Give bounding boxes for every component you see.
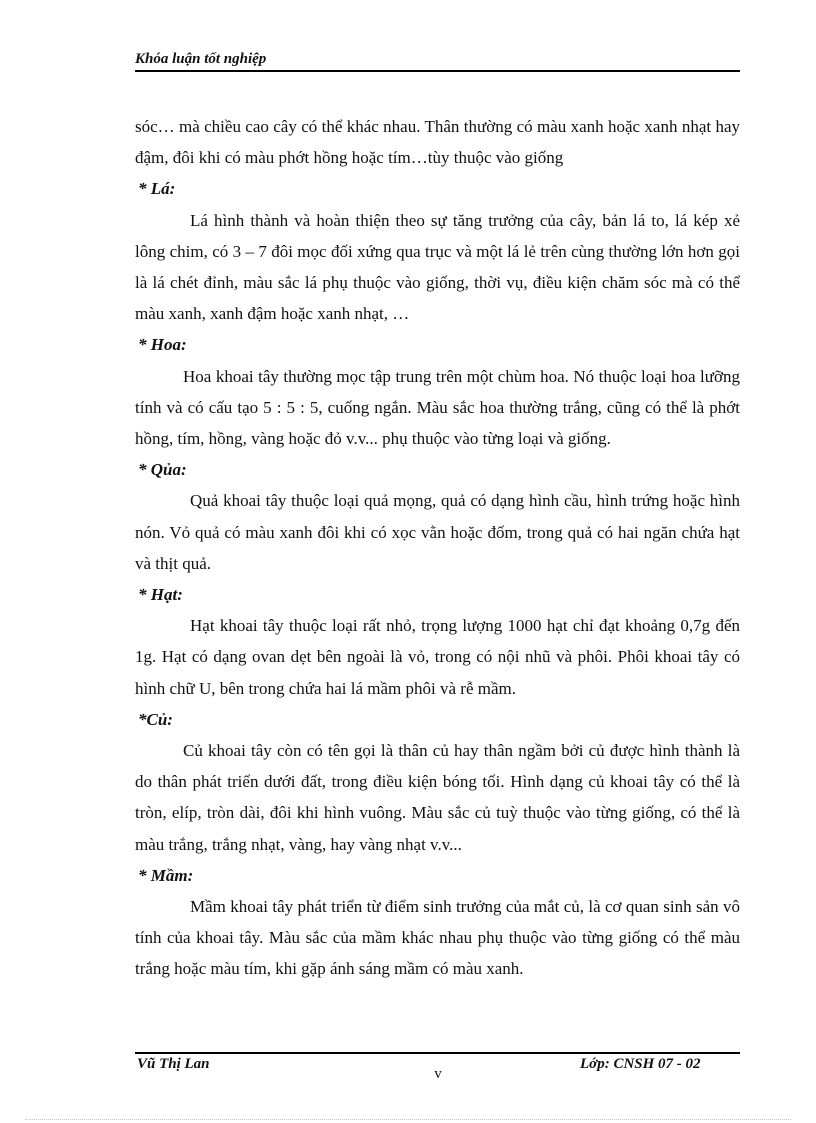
header-title: Khóa luận tốt nghiệp	[135, 51, 267, 67]
paragraph-fruit: Quả khoai tây thuộc loại quả mọng, quả có dạng hình cầu, hình trứng hoặc hình nón. Vỏ quả có màu xanh đôi khi có xọc vằn hoặc đốm, trong quả có hai ngăn chứa hạt và thịt quả.	[135, 491, 740, 573]
footer-rule	[135, 1052, 740, 1054]
heading-flower: * Hoa:	[138, 335, 187, 355]
heading-leaf: * Lá:	[138, 179, 176, 199]
page-edge-dotted-line	[25, 1119, 791, 1120]
paragraph-leaf: Lá hình thành và hoàn thiện theo sự tăng trưởng của cây, bản lá to, lá kép xẻ lông chim, có 3 – 7 đôi mọc đối xứng qua trục và một lá lẻ trên cùng thường lớn hơn gọi là lá chét đỉnh, màu sắc lá phụ thuộc vào giống, thời vụ, điều kiện chăm sóc mà có thể màu xanh, xanh đậm hoặc xanh nhạt, …	[135, 210, 740, 324]
paragraph-tuber: Củ khoai tây còn có tên gọi là thân củ hay thân ngầm bởi củ được hình thành là do thân phát triển dưới đất, trong điều kiện bóng tối. Hình dạng củ khoai tây có thể là tròn, elíp, tròn dài, đôi khi hình vuông. Màu sắc củ tuỳ thuộc vào từng giống, có thể là màu trắng, trắng nhạt, vàng, hay vàng nhạt v.v...	[135, 741, 740, 854]
heading-tuber: *Củ:	[138, 709, 173, 729]
page-header	[135, 49, 740, 69]
heading-fruit: * Qủa:	[138, 460, 187, 480]
paragraph-flower: Hoa khoai tây thường mọc tập trung trên một chùm hoa. Nó thuộc loại hoa lưỡng tính và có cấu tạo 5 : 5 : 5, cuống ngắn. Màu sắc hoa thường trắng, cũng có thể là phớt hồng, tím, hồng, vàng hoặc đỏ v.v... phụ thuộc vào từng loại và giống.	[135, 366, 740, 449]
paragraph-seed: Hạt khoai tây thuộc loại rất nhỏ, trọng lượng 1000 hạt chỉ đạt khoảng 0,7g đến 1g. Hạt có dạng ovan dẹt bên ngoài là vỏ, trong có nội nhũ và phôi. Phôi khoai tây có hình chữ U, bên trong chứa hai lá mầm phôi và rễ mầm.	[135, 616, 740, 698]
heading-sprout: * Mầm:	[138, 865, 194, 885]
paragraph-sprout: Mầm khoai tây phát triển từ điểm sinh trưởng của mắt củ, là cơ quan sinh sản vô tính của khoai tây. Màu sắc của mầm khác nhau phụ thuộc vào từng giống có thể màu trắng hoặc màu tím, khi gặp ánh sáng mầm có màu xanh.	[135, 897, 740, 979]
footer-author: Vũ Thị Lan	[137, 1056, 210, 1072]
footer-class: Lớp: CNSH 07 - 02	[580, 1056, 701, 1072]
body-content	[135, 111, 740, 985]
page-number: v	[434, 1066, 442, 1082]
heading-seed: * Hạt:	[138, 585, 183, 605]
header-rule	[135, 70, 740, 72]
paragraph-stem-continued: sóc… mà chiều cao cây có thể khác nhau. Thân thường có màu xanh hoặc xanh nhạt hay đậm, đôi khi có màu phớt hồng hoặc tím…tùy thuộc vào giống	[135, 117, 740, 168]
